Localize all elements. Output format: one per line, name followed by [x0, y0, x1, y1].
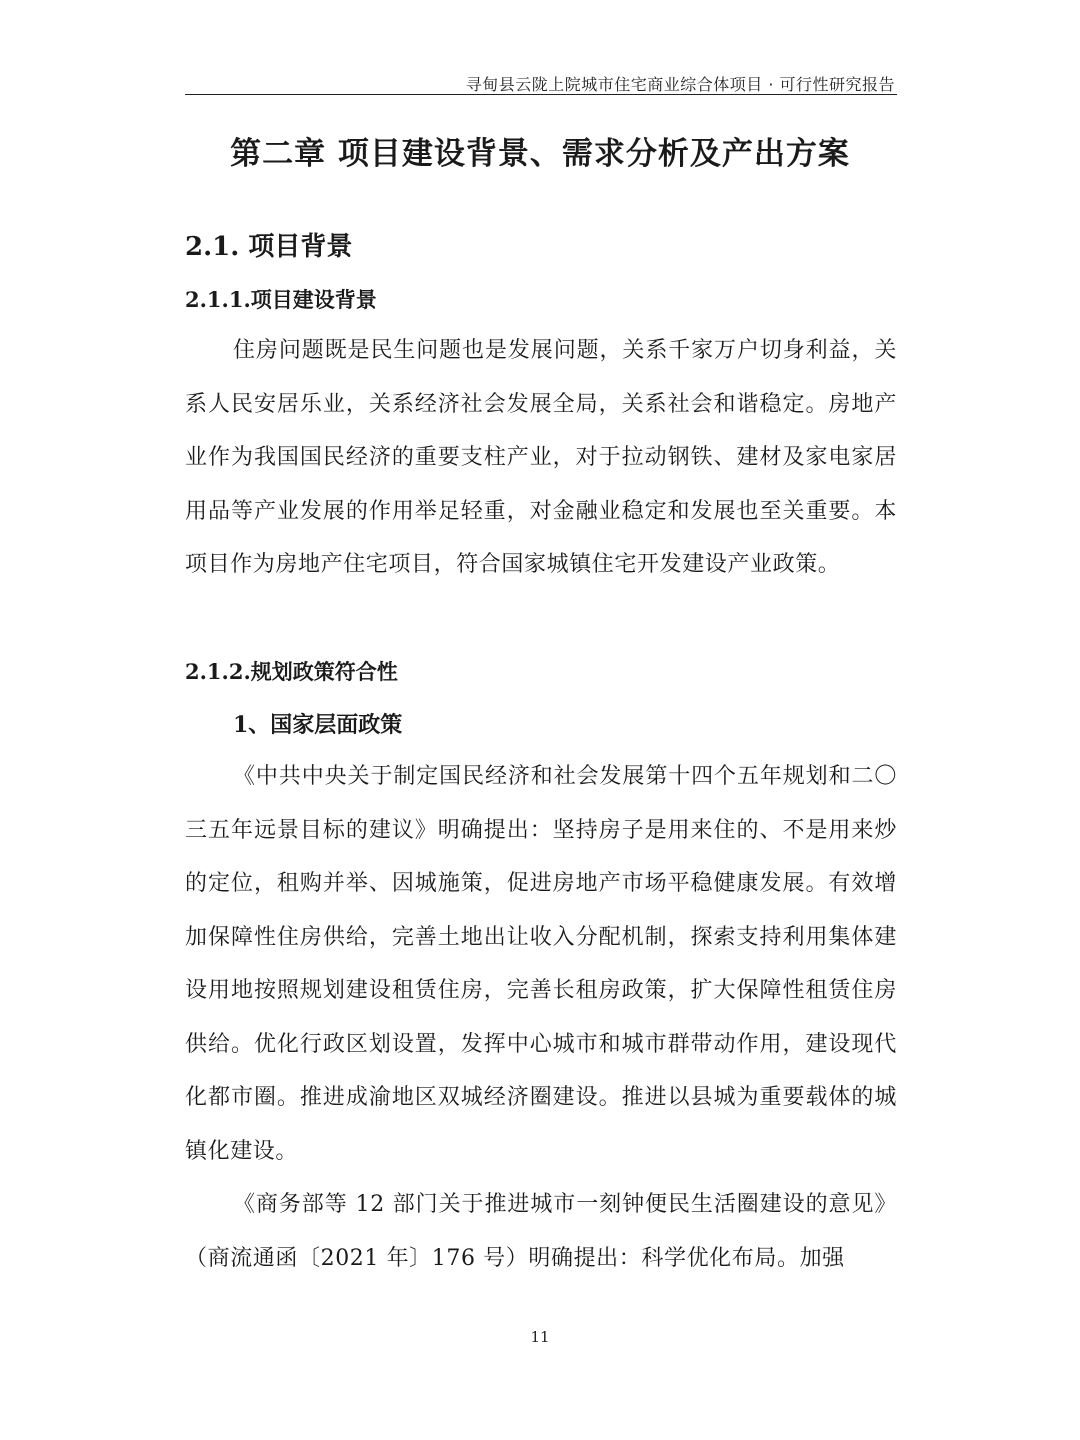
- header-divider: [185, 94, 897, 95]
- page-number: 11: [530, 1328, 550, 1346]
- subsection-heading-background: 2.1.1.项目建设背景: [185, 287, 377, 312]
- section-heading: 2.1. 项目背景: [185, 232, 353, 262]
- body-paragraph: 住房问题既是民生问题也是发展问题，关系千家万户切身利益，关系人民安居乐业，关系经济社会发展全局，关系社会和谐稳定。房地产业作为我国国民经济的重要支柱产业，对于拉动钢铁、建材及家电家居用品等产业发展的作用举足轻重，对金融业稳定和发展也至关重要。本项目作为房地产住宅项目，符合国家城镇住宅开发建设产业政策。: [185, 338, 897, 577]
- body-paragraph: 《中共中央关于制定国民经济和社会发展第十四个五年规划和二〇三五年远景目标的建议》明确提出：坚持房子是用来住的、不是用来炒的定位，租购并举、因城施策，促进房地产市场平稳健康发展。有效增加保障性住房供给，完善土地出让收入分配机制，探索支持利用集体建设用地按照规划建设租赁住房，完善长租房政策，扩大保障性租赁住房供给。优化行政区划设置，发挥中心城市和城市群带动作用，建设现代化都市圈。推进成渝地区双城经济圈建设。推进以县城为重要载体的城镇化建设。: [185, 764, 897, 1164]
- policy-level-heading: 1、国家层面政策: [233, 712, 403, 738]
- body-paragraph: 《商务部等 12 部门关于推进城市一刻钟便民生活圈建设的意见》（商流通函〔2021 年〕176 号）明确提出：科学优化布局。加强: [185, 1192, 897, 1271]
- running-header: 寻甸县云陇上院城市住宅商业综合体项目 · 可行性研究报告: [465, 75, 895, 94]
- chapter-title: 第二章 项目建设背景、需求分析及产出方案: [230, 136, 850, 172]
- subsection-heading-policy: 2.1.2.规划政策符合性: [185, 659, 398, 684]
